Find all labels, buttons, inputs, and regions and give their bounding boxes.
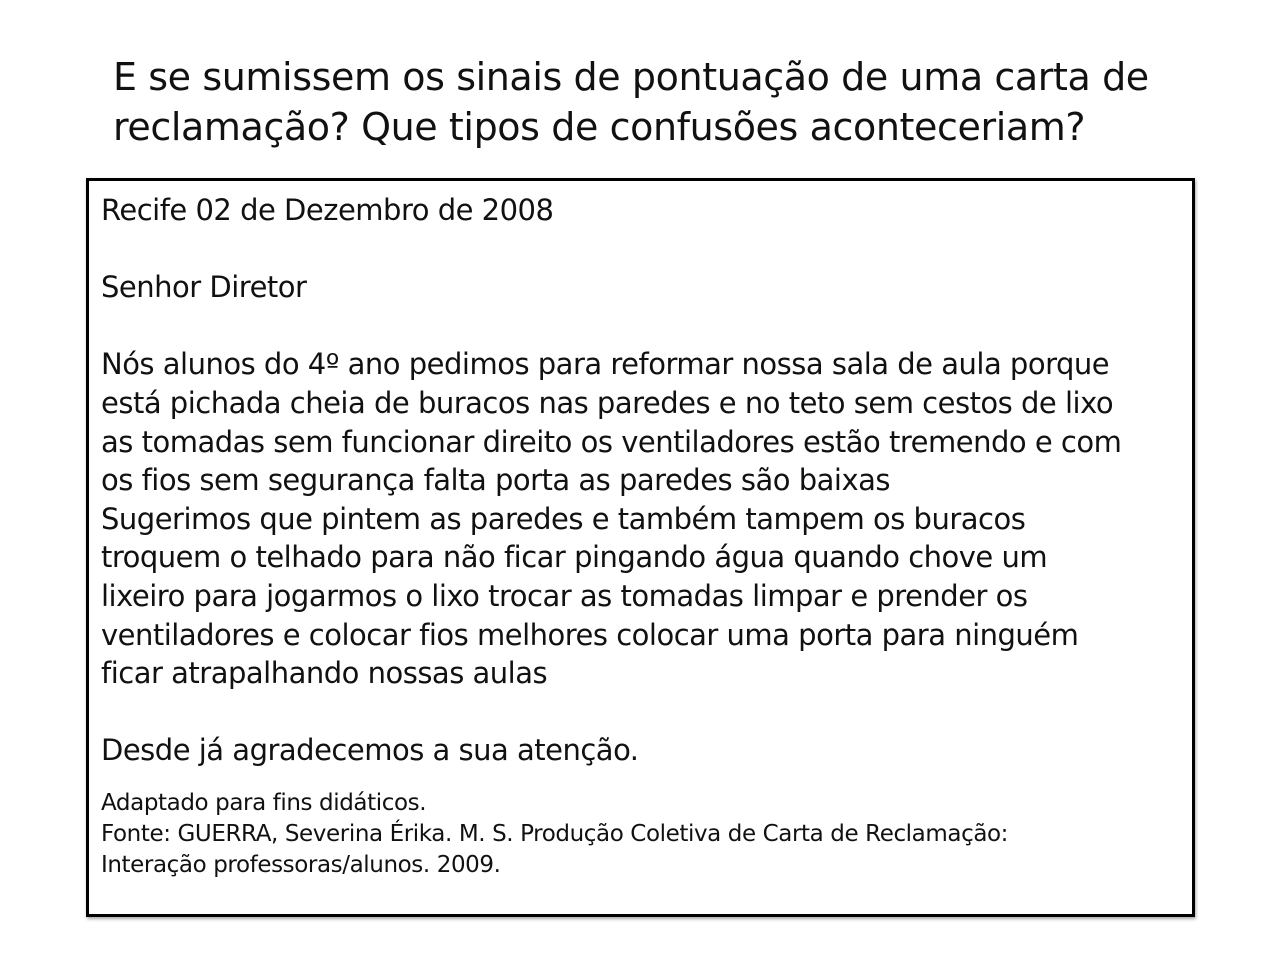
letter-body-line: Sugerimos que pintem as paredes e também tampem os buracos	[101, 501, 1026, 536]
letter-body-line: ventiladores e colocar fios melhores colocar uma porta para ninguém	[101, 617, 1079, 652]
source-line: Adaptado para fins didáticos.	[101, 789, 427, 816]
letter-body-line: os fios sem segurança falta porta as paredes são baixas	[101, 463, 891, 498]
blank-line	[101, 770, 1191, 788]
question-line: reclamação? Que tipos de confusões aconteceriam?	[113, 105, 1086, 149]
letter-body-line: troquem o telhado para não ficar pingando água quando chove um	[101, 540, 1048, 575]
letter-body-line: Nós alunos do 4º ano pedimos para reformar nossa sala de aula porque	[101, 347, 1110, 382]
letter-closing: Desde já agradecemos a sua atenção.	[101, 733, 639, 768]
question-line: E se sumissem os sinais de pontuação de uma carta de	[113, 55, 1149, 99]
letter-body-line: está pichada cheia de buracos nas paredes e no teto sem cestos de lixo	[101, 385, 1114, 420]
source-citation	[101, 788, 1191, 881]
complaint-letter-box	[86, 178, 1195, 917]
blank-line	[101, 693, 1191, 732]
letter-body-line: lixeiro para jogarmos o lixo trocar as tomadas limpar e prender os	[101, 578, 1028, 613]
letter-body-line: as tomadas sem funcionar direito os ventiladores estão tremendo e com	[101, 424, 1122, 459]
source-line: Interação professoras/alunos. 2009.	[101, 851, 501, 878]
question-heading	[113, 52, 1213, 152]
letter-date: Recife 02 de Dezembro de 2008	[101, 193, 554, 227]
blank-line	[101, 230, 1191, 269]
letter-content	[101, 191, 1191, 881]
letter-salutation: Senhor Diretor	[101, 270, 307, 305]
source-line: Fonte: GUERRA, Severina Érika. M. S. Produção Coletiva de Carta de Reclamação:	[101, 820, 1009, 847]
letter-body	[101, 345, 1191, 692]
letter-body-line: ficar atrapalhando nossas aulas	[101, 656, 548, 691]
blank-line	[101, 307, 1191, 346]
